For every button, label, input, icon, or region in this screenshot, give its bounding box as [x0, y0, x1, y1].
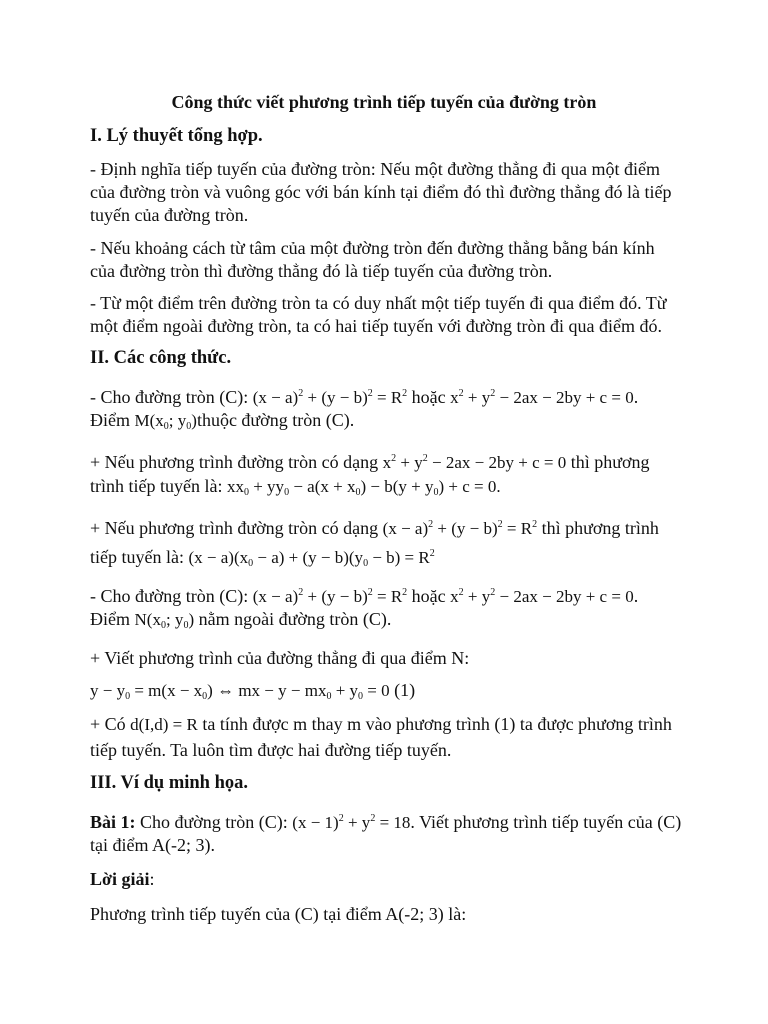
formula-line-g	[90, 712, 672, 737]
circle-equation-general: $x^2 + y^2 - 2ax - 2by + c = 0$	[450, 388, 634, 407]
point-n-expression: $N(x_0$; $y_0$)	[134, 610, 195, 631]
theory-paragraph-1: - Định nghĩa tiếp tuyến của đường tròn: Nếu một đường thẳng đi qua một điểm của đường tròn và vuông góc với bán kính tại điểm đó thì đường thẳng đó là tiếp tuyến của đường tròn.	[90, 159, 672, 225]
formula-line-a2	[90, 408, 354, 439]
section-heading-theory: I. Lý thuyết tổng hợp.	[90, 126, 263, 146]
formula-line-d2	[90, 607, 391, 638]
solution-label: Lời giải	[90, 869, 150, 889]
formula-line-d	[90, 581, 638, 609]
formula-line-f	[90, 678, 415, 709]
formula-d-point-tail: nằm ngoài đường tròn (C).	[198, 609, 392, 629]
formula-line-c2	[90, 542, 435, 576]
formula-line-g2: tiếp tuyến. Ta luôn tìm được hai đường tiếp tuyến.	[90, 740, 452, 760]
formula-line-a	[90, 382, 638, 410]
formula-a-or: hoặc	[411, 387, 446, 407]
point-m-expression: $M(x_0$; $y_0$)	[134, 411, 197, 432]
formula-line-e: + Viết phương trình của đường thẳng đi qua điểm N:	[90, 648, 470, 668]
formula-a-point-label: Điểm	[90, 410, 130, 430]
example-line-1	[90, 807, 681, 835]
theory-paragraph-3: - Từ một điểm trên đường tròn ta có duy nhất một tiếp tuyến đi qua điểm đó. Từ một điểm ngoài đường tròn, ta có hai tiếp tuyến với đường tròn đi qua điểm đó.	[90, 293, 667, 336]
circle-equation-general-2: $x^2 + y^2 - 2ax - 2by + c = 0$	[382, 453, 567, 472]
section-heading-formulas: II. Các công thức.	[90, 348, 232, 368]
formula-a-lead: - Cho đường tròn (C):	[90, 387, 249, 407]
example-circle-equation: $(x - 1)^2 + y^2 = 18$	[292, 813, 411, 832]
formula-line-c	[90, 513, 659, 541]
section-heading-examples: III. Ví dụ minh họa.	[90, 773, 249, 793]
solution-heading	[90, 867, 155, 891]
line-through-n-equation: $y - y_0 = m(x - x_0)$ ⇔ mx − $y - mx_0 + y_0 = 0$	[90, 681, 390, 702]
formula-c-lead: + Nếu phương trình đường tròn có dạng	[90, 518, 379, 538]
formula-d-or: hoặc	[411, 586, 446, 606]
formula-c2-lead: tiếp tuyến là:	[90, 547, 184, 567]
example-label: Bài 1:	[90, 812, 136, 832]
formula-a-point-tail: thuộc đường tròn (C).	[196, 410, 355, 430]
circle-equation-general-3: $x^2 + y^2 - 2ax - 2by + c = 0$	[450, 587, 634, 606]
tangent-equation-standard: $(x - a)(x_0 - a) + (y - b)(y_0 - b) = R^2$	[188, 548, 435, 569]
theory-paragraph-2: - Nếu khoảng cách từ tâm của một đường tròn đến đường thẳng bằng bán kính của đường tròn thì đường thẳng đó là tiếp tuyến của đường tròn.	[90, 238, 655, 281]
solution-colon: :	[149, 869, 155, 889]
example-line-2: tại điểm A(-2; 3).	[90, 835, 215, 855]
formula-line-b2	[90, 474, 501, 505]
circle-equation-standard-2: $(x - a)^2 + (y - b)^2 = R^2$	[382, 519, 538, 538]
formula-b-tail: thì phương	[570, 452, 650, 472]
formula-d-lead: - Cho đường tròn (C):	[90, 586, 249, 606]
circle-equation-standard-3: $(x - a)^2 + (y - b)^2 = R^2$	[252, 587, 408, 606]
distance-condition: d(I,d) = R	[130, 715, 198, 734]
formula-d-point-label: Điểm	[90, 609, 130, 629]
formula-b-lead: + Nếu phương trình đường tròn có dạng	[90, 452, 379, 472]
example-tail: . Viết phương trình tiếp tuyến của (C)	[410, 812, 682, 832]
formula-a-period: .	[633, 387, 639, 407]
solution-text: Phương trình tiếp tuyến của (C) tại điểm A(-2; 3) là:	[90, 904, 467, 924]
equation-tag-1: (1)	[394, 680, 416, 700]
circle-equation-standard: $(x - a)^2 + (y - b)^2 = R^2$	[252, 388, 408, 407]
formula-g-lead: + Có	[90, 714, 126, 734]
formula-d-period: .	[633, 586, 639, 606]
formula-line-b	[90, 447, 650, 475]
formula-g-tail: ta tính được m thay m vào phương trình (1) ta được phương trình	[202, 714, 672, 734]
formula-b2-lead: trình tiếp tuyến là:	[90, 476, 223, 496]
formula-c-tail: thì phương trình	[541, 518, 659, 538]
example-lead: Cho đường tròn (C):	[140, 812, 288, 832]
tangent-equation-general: $xx_0 + yy_0 - a(x + x_0) - b(y + y_0) + c = 0$.	[226, 477, 501, 498]
page-title: Công thức viết phương trình tiếp tuyến của đường tròn	[171, 92, 597, 112]
